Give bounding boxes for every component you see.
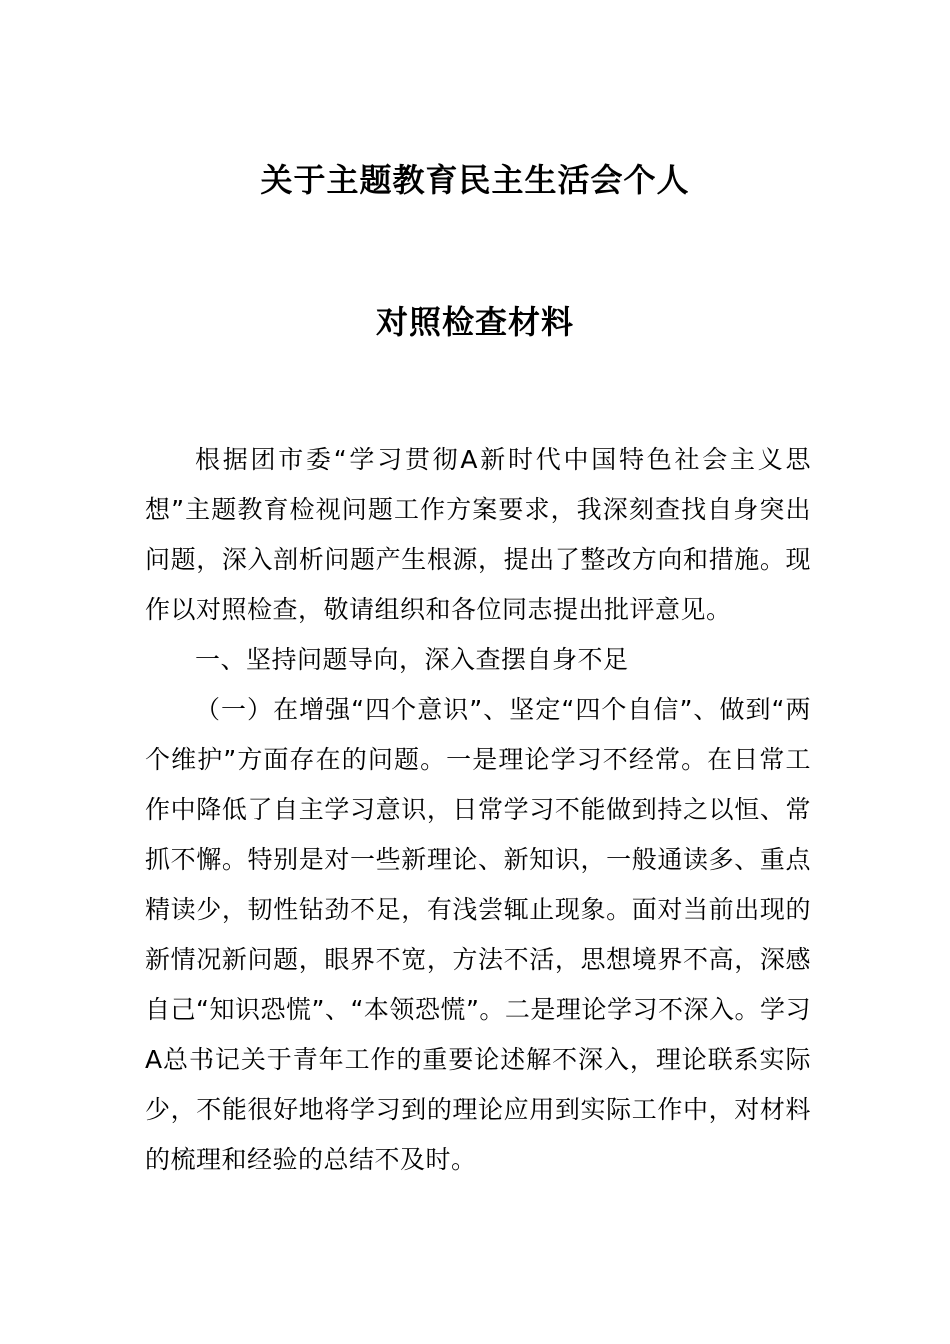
document-body [145, 435, 811, 1185]
document-title-line-2: 对照检查材料 [375, 303, 574, 341]
document-title-line-1: 关于主题教育民主生活会个人 [260, 161, 690, 199]
paragraph-intro: 根据团市委“学习贯彻A新时代中国特色社会主义思想”主题教育检视问题工作方案要求，我深刻查找自身突出问题，深入剖析问题产生根源，提出了整改方向和措施。现作以对照检查，敬请组织和各位同志提出批评意见。 [145, 445, 811, 624]
section-heading-1: 一、坚持问题导向，深入查摆自身不足 [195, 645, 629, 674]
paragraph-subsection-1: （一）在增强“四个意识”、坚定“四个自信”、做到“两个维护”方面存在的问题。一是理论学习不经常。在日常工作中降低了自主学习意识，日常学习不能做到持之以恒、常抓不懈。特别是对一些新理论、新知识，一般通读多、重点精读少，韧性钻劲不足，有浅尝辄止现象。面对当前出现的新情况新问题，眼界不宽，方法不活，思想境界不高，深感自己“知识恐慌”、“本领恐慌”。二是理论学习不深入。学习A总书记关于青年工作的重要论述解不深入，理论联系实际少，不能很好地将学习到的理论应用到实际工作中，对材料的梳理和经验的总结不及时。 [145, 695, 811, 1174]
